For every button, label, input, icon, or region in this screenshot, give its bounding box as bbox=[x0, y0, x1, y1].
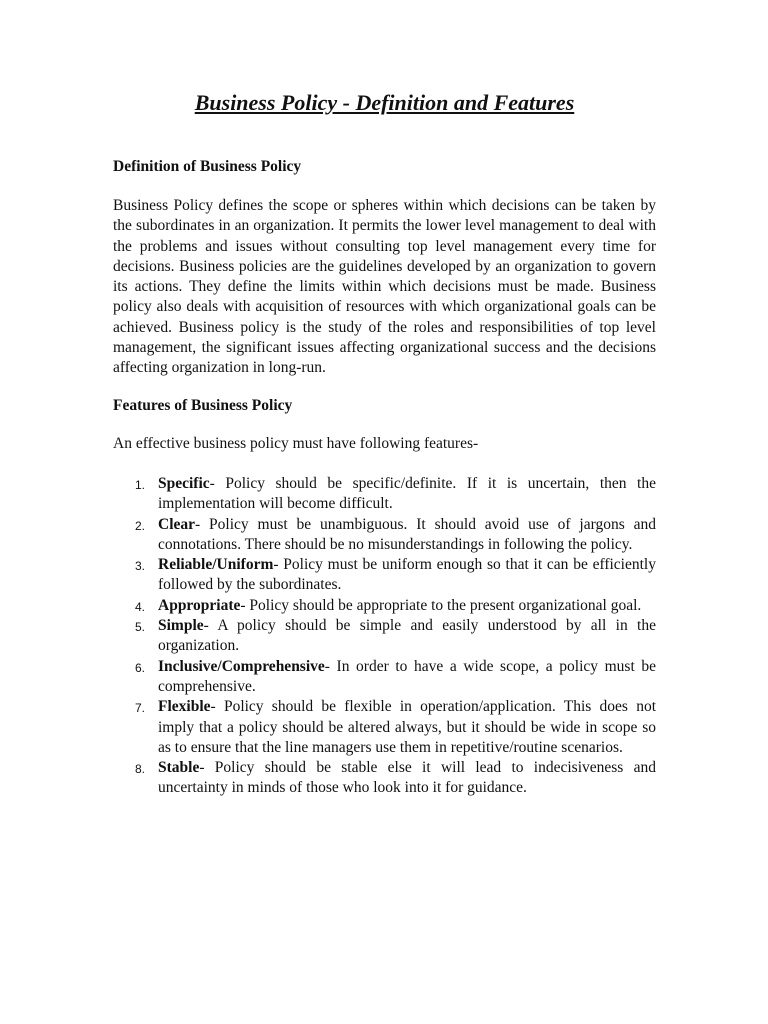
feature-term: Specific bbox=[158, 474, 210, 492]
feature-number: 6. bbox=[135, 660, 146, 675]
feature-description: - Policy should be flexible in operation/application. This does not imply that a policy should be altered always, but it should be wide in scope so as to ensure that the line managers use them in repetitive/routine scenarios. bbox=[158, 698, 656, 756]
features-intro: An effective business policy must have following features- bbox=[113, 434, 479, 452]
feature-number: 7. bbox=[135, 701, 146, 716]
feature-description: - A policy should be simple and easily understood by all in the organization. bbox=[158, 617, 656, 655]
features-heading: Features of Business Policy bbox=[113, 396, 293, 414]
feature-item bbox=[113, 616, 656, 657]
feature-description: - Policy should be specific/definite. If it is uncertain, then the implementation will become difficult. bbox=[158, 474, 656, 513]
feature-item bbox=[113, 515, 656, 556]
feature-term: Stable bbox=[158, 759, 200, 777]
feature-description: - Policy must be unambiguous. It should avoid use of jargons and connotations. There should be no misunderstandings in following the policy. bbox=[158, 515, 656, 553]
feature-number: 3. bbox=[135, 559, 146, 574]
feature-number: 5. bbox=[135, 620, 146, 635]
feature-number: 2. bbox=[135, 518, 146, 533]
features-list bbox=[113, 474, 656, 799]
feature-term: Appropriate bbox=[158, 596, 241, 614]
feature-number: 1. bbox=[135, 477, 146, 492]
feature-term: Flexible bbox=[158, 698, 211, 716]
feature-term: Clear bbox=[158, 515, 196, 533]
feature-description: - Policy should be stable else it will lead to indecisiveness and uncertainty in minds of those who look into it for guidance. bbox=[158, 759, 656, 797]
feature-item bbox=[113, 758, 656, 799]
definition-heading: Definition of Business Policy bbox=[113, 158, 302, 175]
feature-number: 4. bbox=[135, 599, 146, 614]
feature-item bbox=[113, 596, 656, 616]
feature-term: Inclusive/Comprehensive bbox=[158, 657, 325, 675]
feature-term: Simple bbox=[158, 617, 204, 635]
page-title: Business Policy - Definition and Features bbox=[194, 90, 575, 115]
feature-item bbox=[113, 697, 656, 758]
feature-description: - Policy should be appropriate to the present organizational goal. bbox=[240, 596, 642, 614]
feature-term: Reliable/Uniform bbox=[158, 556, 274, 574]
feature-item bbox=[113, 555, 656, 596]
feature-item bbox=[113, 657, 656, 698]
document-page bbox=[113, 88, 656, 799]
feature-item bbox=[113, 474, 656, 515]
feature-description: - In order to have a wide scope, a policy must be comprehensive. bbox=[158, 657, 656, 695]
feature-description: - Policy must be uniform enough so that it can be efficiently followed by the subordinates. bbox=[158, 556, 656, 594]
definition-paragraph: Business Policy defines the scope or spheres within which decisions can be taken by the subordinates in an organization. It permits the lower level management to deal with the problems and issues without consulting top level management every time for decisions. Business policies are the guidelines developed by an organization to govern its actions. They define the limits within which decisions must be made. Business policy also deals with acquisition of resources with which organizational goals can be achieved. Business policy is the study of the roles and responsibilities of top level management, the significant issues affecting organizational success and the decisions affecting organization in long-run. bbox=[113, 197, 656, 377]
feature-number: 8. bbox=[135, 762, 146, 777]
